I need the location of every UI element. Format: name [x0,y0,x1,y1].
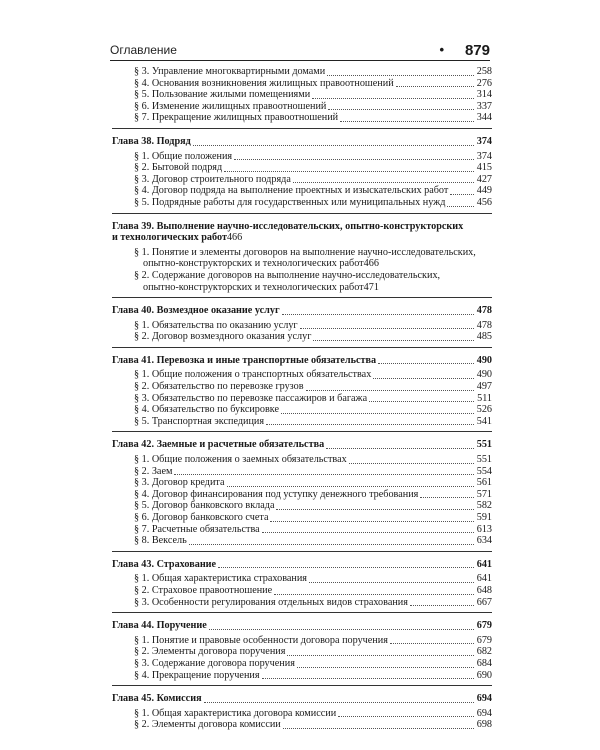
chapter-block [112,355,492,433]
section-entry-label: § 5. Договор банковского вклада [134,500,275,512]
chapter-heading-line [112,232,492,244]
dot-leader [274,593,474,595]
dot-leader [281,412,474,414]
chapter-block [112,693,492,735]
section-entry-page: 634 [476,535,492,547]
dot-leader [293,181,474,183]
section-entry-label: § 4. Договор подряда на выполнение проектных и изыскательских работ [134,185,449,197]
section-entry-label: § 5. Транспортная экспедиция [134,415,265,427]
section-entry [112,454,492,466]
section-entry-page: 374 [476,150,492,162]
section-entry-page: 466 [363,258,379,270]
chapter-heading [112,305,492,317]
dot-leader [204,701,474,703]
section-entry-line [134,282,492,294]
section-entry-line [134,258,492,270]
section-entry-page: 648 [476,584,492,596]
section-entry-label: § 2. Элементы договора комиссии [134,719,281,731]
chapter-heading-page: 374 [476,135,492,147]
section-entry [112,573,492,585]
section-entry [112,369,492,381]
dot-leader [338,715,474,717]
section-entry-page: 541 [476,415,492,427]
chapter-heading-page: 466 [226,232,243,244]
dot-leader [262,531,474,533]
section-entry [112,646,492,658]
dot-leader [297,666,474,668]
chapter-block [112,620,492,686]
dot-leader [209,628,474,630]
section-entry [112,719,492,731]
dot-leader [420,496,474,498]
dot-leader [276,508,474,510]
chapter-block [112,439,492,551]
section-entry [112,477,492,489]
section-entry-page: 490 [476,369,492,381]
section-entry-label: § 2. Заем [134,465,173,477]
dot-leader [262,677,474,679]
section-entry-page: 667 [476,596,492,608]
dot-leader [309,581,474,583]
chapter-heading-line: Глава 39. Выполнение научно-исследовательских, опытно-конструкторских [112,220,464,232]
dot-leader [410,604,474,606]
section-entry-page: 690 [476,669,492,681]
section-entry-label: § 1. Понятие и правовые особенности договора поручения [134,634,388,646]
section-entry [112,197,492,209]
section-entry-label: § 7. Прекращение жилищных правоотношений [134,112,339,124]
dot-leader [328,108,474,110]
dot-leader [349,462,474,464]
dot-leader [390,642,474,644]
section-entry-page: 684 [476,657,492,669]
section-entry [112,597,492,609]
section-entry [112,489,492,501]
section-entry-label: § 4. Основания возникновения жилищных правоотношений [134,77,394,89]
section-entry-page: 571 [476,488,492,500]
section-entry-label: § 1. Общие положения [134,150,233,162]
chapter-heading-page: 641 [476,558,492,570]
chapter-heading [112,620,492,632]
section-entry-page: 694 [476,707,492,719]
dot-leader [327,74,474,76]
section-entry-page: 497 [476,381,492,393]
chapter-heading [112,439,492,451]
section-entry-page: 526 [476,404,492,416]
section-entry-label: § 1. Общие положения о транспортных обязательствах [134,369,372,381]
section-entry-label: § 1. Общие положения о заемных обязательствах [134,454,347,466]
dot-leader [193,144,474,146]
section-entry-line: § 1. Понятие и элементы договоров на выполнение научно-исследовательских, [134,246,476,258]
chapter-block [112,136,492,214]
chapter-heading [112,355,492,367]
section-entry [112,112,492,124]
section-entry-label: § 6. Договор банковского счета [134,512,269,523]
section-entry-label: § 3. Управление многоквартирными домами [134,66,326,77]
section-entry-page: 471 [363,281,379,293]
section-entry [112,162,492,174]
section-entry [112,404,492,416]
chapter-heading [112,136,492,148]
section-entry-label: § 1. Общая характеристика страхования [134,573,307,585]
section-entry [112,185,492,197]
section-entry [112,151,492,163]
section-entry-label: § 2. Обязательство по перевозке грузов [134,381,304,393]
section-entry-page: 415 [476,162,492,174]
dot-leader [234,158,474,160]
dot-leader [306,389,474,391]
section-entry [112,416,492,428]
chapter-heading-page: 551 [476,439,492,451]
section-entry-label: § 4. Обязательство по буксировке [134,404,280,416]
section-entry [112,89,492,101]
chapter-heading-label: Глава 38. Подряд [112,135,191,147]
chapter-heading-label: Глава 45. Комиссия [112,693,202,705]
dot-leader [326,447,474,449]
section-entry-page: 314 [476,89,492,101]
section-entry [112,78,492,90]
section-entry-label: § 2. Договор возмездного оказания услуг [134,331,312,343]
section-entry [112,320,492,332]
section-entry-page: 485 [476,331,492,343]
chapter-heading-label: Глава 40. Возмездное оказание услуг [112,305,280,317]
section-entry [112,393,492,405]
dot-leader [378,362,474,364]
section-entry-label: § 6. Изменение жилищных правоотношений [134,100,327,112]
section-entry [112,66,492,78]
chapter-block [112,221,492,299]
dot-leader [373,377,474,379]
dot-leader [266,423,474,425]
section-entry-line: § 2. Содержание договоров на выполнение научно-исследовательских, [134,269,441,281]
section-entry-label: § 2. Страховое правоотношение [134,584,273,596]
chapter-heading-label: Глава 44. Поручение [112,620,207,632]
section-entry [112,174,492,186]
section-entry-label: § 2. Бытовой подряд [134,162,223,174]
dot-leader [283,727,474,729]
header-bullet: • [439,42,444,57]
chapter-heading [112,693,492,705]
section-entry-page: 641 [476,573,492,585]
chapter-heading-label: Глава 42. Заемные и расчетные обязательства [112,439,325,451]
section-entry [112,466,492,478]
section-entry-label: § 5. Подрядные работы для государственных или муниципальных нужд [134,196,446,208]
section-entry-page: 427 [476,173,492,185]
chapter-heading [112,221,492,244]
section-entry-page: 258 [476,66,492,77]
section-entry-page: 682 [476,646,492,658]
dot-leader [369,400,474,402]
section-entry-label: § 1. Общая характеристика договора комиссии [134,707,337,719]
dot-leader [270,520,474,522]
section-entry-page: 679 [476,634,492,646]
section-entry [112,670,492,682]
section-entry-page: 478 [476,319,492,331]
section-entry-page: 613 [476,523,492,535]
section-entry [112,331,492,343]
section-entry-page: 276 [476,77,492,89]
running-header-title: Оглавление [110,43,177,57]
chapter-heading-label: и технологических работ [112,232,227,244]
section-entry [112,512,492,524]
chapter-block [112,66,492,129]
section-entry [112,635,492,647]
section-entry [112,658,492,670]
dot-leader [189,543,474,545]
section-entry-label: § 3. Договор строительного подряда [134,173,291,185]
section-entry-page: 591 [476,512,492,523]
section-entry-label: § 2. Элементы договора поручения [134,646,286,658]
chapter-heading-label: Глава 41. Перевозка и иные транспортные обязательства [112,354,377,366]
section-entry [112,101,492,113]
dot-leader [312,97,474,99]
section-entry-label: § 3. Обязательство по перевозке пассажиров и багажа [134,392,368,404]
chapter-heading-page: 694 [476,693,492,705]
chapter-heading-page: 490 [476,354,492,366]
section-entry [112,247,492,270]
section-entry-label: § 3. Особенности регулирования отдельных видов страхования [134,596,408,608]
chapter-heading-label: Глава 43. Страхование [112,558,217,570]
dot-leader [224,170,474,172]
dot-leader [227,485,474,487]
section-entry-page: 344 [476,112,492,124]
section-entry-label: § 4. Прекращение поручения [134,669,260,681]
chapter-block [112,305,492,348]
section-entry-page: 561 [476,477,492,489]
table-of-contents [112,66,492,742]
dot-leader [340,120,474,122]
section-entry-label: § 4. Договор финансирования под уступку денежного требования [134,488,419,500]
section-entry-label: § 8. Вексель [134,535,187,547]
section-entry-label: § 3. Содержание договора поручения [134,657,295,669]
section-entry [112,585,492,597]
section-entry-page: 456 [476,196,492,208]
section-entry-label: § 3. Договор кредита [134,477,225,489]
dot-leader [313,339,474,341]
section-entry [112,708,492,720]
section-entry-label: § 5. Пользование жилыми помещениями [134,89,311,101]
section-entry-page: 337 [476,100,492,112]
chapter-heading [112,559,492,571]
chapter-heading-page: 478 [476,305,492,317]
dot-leader [287,654,474,656]
section-entry [112,500,492,512]
section-entry [112,524,492,536]
dot-leader [218,566,474,568]
section-entry [112,270,492,293]
section-entry-label: § 7. Расчетные обязательства [134,523,260,535]
section-entry-label: § 1. Обязательства по оказанию услуг [134,319,298,331]
section-entry-label: опытно-конструкторских и технологических работ [143,281,364,293]
dot-leader [174,473,474,475]
dot-leader [447,205,474,207]
section-entry-page: 698 [476,719,492,731]
section-entry [112,381,492,393]
section-entry-label: опытно-конструкторских и технологических работ [143,258,364,270]
running-header [110,38,490,61]
section-entry-page: 551 [476,454,492,466]
dot-leader [282,313,474,315]
section-entry-page: 582 [476,500,492,512]
section-entry-page: 511 [477,392,492,404]
section-entry-page: 449 [476,185,492,197]
dot-leader [300,327,474,329]
chapter-heading-page: 679 [476,620,492,632]
dot-leader [396,85,474,87]
section-entry-page: 554 [476,465,492,477]
section-entry [112,535,492,547]
dot-leader [450,193,474,195]
chapter-block [112,559,492,613]
page-number: 879 [464,42,490,59]
